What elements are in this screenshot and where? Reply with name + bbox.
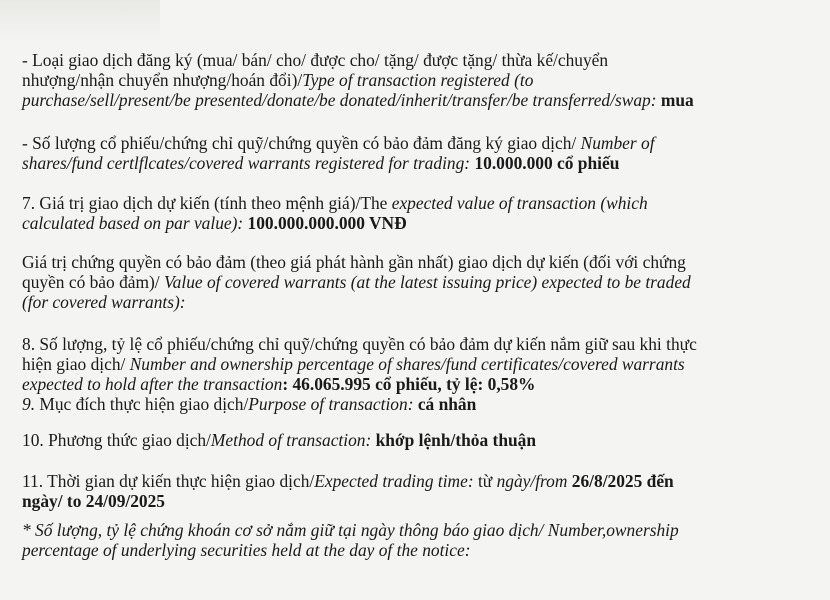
share-quantity-paragraph <box>22 133 812 173</box>
expected-value-paragraph <box>22 193 812 233</box>
text-line: (for covered warrants): <box>22 292 186 312</box>
transaction-type-value: mua <box>656 90 694 110</box>
text-line: 7. Giá trị giao dịch dự kiến (tính theo mệnh giá)/The expected value of transaction (which <box>22 193 648 213</box>
text-line: 11. Thời gian dự kiến thực hiện giao dịch/Expected trading time: từ ngày/from 26/8/2025 đến <box>22 471 674 491</box>
text-line: 8. Số lượng, tỷ lệ cổ phiếu/chứng chỉ quỹ/chứng quyền có bảo đảm dự kiến nắm giữ sau khi thực <box>22 334 697 354</box>
scan-artifact <box>0 0 160 40</box>
trading-start-date: 26/8/2025 đến <box>567 471 674 491</box>
covered-warrant-value-paragraph <box>22 252 812 312</box>
text-line: 9. Mục đích thực hiện giao dịch/Purpose of transaction: cá nhân <box>22 394 477 414</box>
transaction-type-paragraph <box>22 50 812 110</box>
trading-time-paragraph <box>22 471 812 511</box>
underlying-securities-note <box>22 520 812 560</box>
share-quantity-value: 10.000.000 cổ phiếu <box>470 153 620 173</box>
text-line: purchase/sell/present/be presented/donate/be donated/inherit/transfer/be transferred/swap: mua <box>22 90 694 110</box>
expected-value-amount: 100.000.000.000 VNĐ <box>243 213 407 233</box>
text-line: 10. Phương thức giao dịch/Method of transaction: khớp lệnh/thỏa thuận <box>22 430 537 450</box>
ownership-after-value: : 46.065.995 cổ phiếu, tỷ lệ: 0,58% <box>282 374 536 394</box>
text-line: - Số lượng cổ phiếu/chứng chỉ quỹ/chứng quyền có bảo đảm đăng ký giao dịch/ Number of <box>22 133 655 153</box>
method-value: khớp lệnh/thỏa thuận <box>371 430 537 450</box>
text-line: calculated based on par value): 100.000.000.000 VNĐ <box>22 213 407 233</box>
text-line: Giá trị chứng quyền có bảo đảm (theo giá phát hành gần nhất) giao dịch dự kiến (đối với chứng <box>22 252 686 272</box>
trading-end-date: ngày/ to 24/09/2025 <box>22 491 165 511</box>
ownership-after-paragraph <box>22 334 812 414</box>
text-line <box>22 491 812 511</box>
text-line: quyền có bảo đảm)/ Value of covered warrants (at the latest issuing price) expected to be traded <box>22 272 691 292</box>
text-line: nhượng/nhận chuyển nhượng/hoán đổi)/Type of transaction registered (to <box>22 70 534 90</box>
text-line: percentage of underlying securities held at the day of the notice: <box>22 540 471 560</box>
text-line: expected to hold after the transaction: 46.065.995 cổ phiếu, tỷ lệ: 0,58% <box>22 374 536 394</box>
purpose-value: cá nhân <box>413 394 477 414</box>
method-paragraph <box>22 430 812 450</box>
text-line: * Số lượng, tỷ lệ chứng khoán cơ sở nắm giữ tại ngày thông báo giao dịch/ Number,ownership <box>22 520 679 540</box>
text-line: - Loại giao dịch đăng ký (mua/ bán/ cho/ được cho/ tặng/ được tặng/ thừa kế/chuyển <box>22 50 609 70</box>
text-line: hiện giao dịch/ Number and ownership percentage of shares/fund certificates/covered warrants <box>22 354 685 374</box>
text-line: shares/fund certlflcates/covered warrants registered for trading: 10.000.000 cổ phiếu <box>22 153 620 173</box>
